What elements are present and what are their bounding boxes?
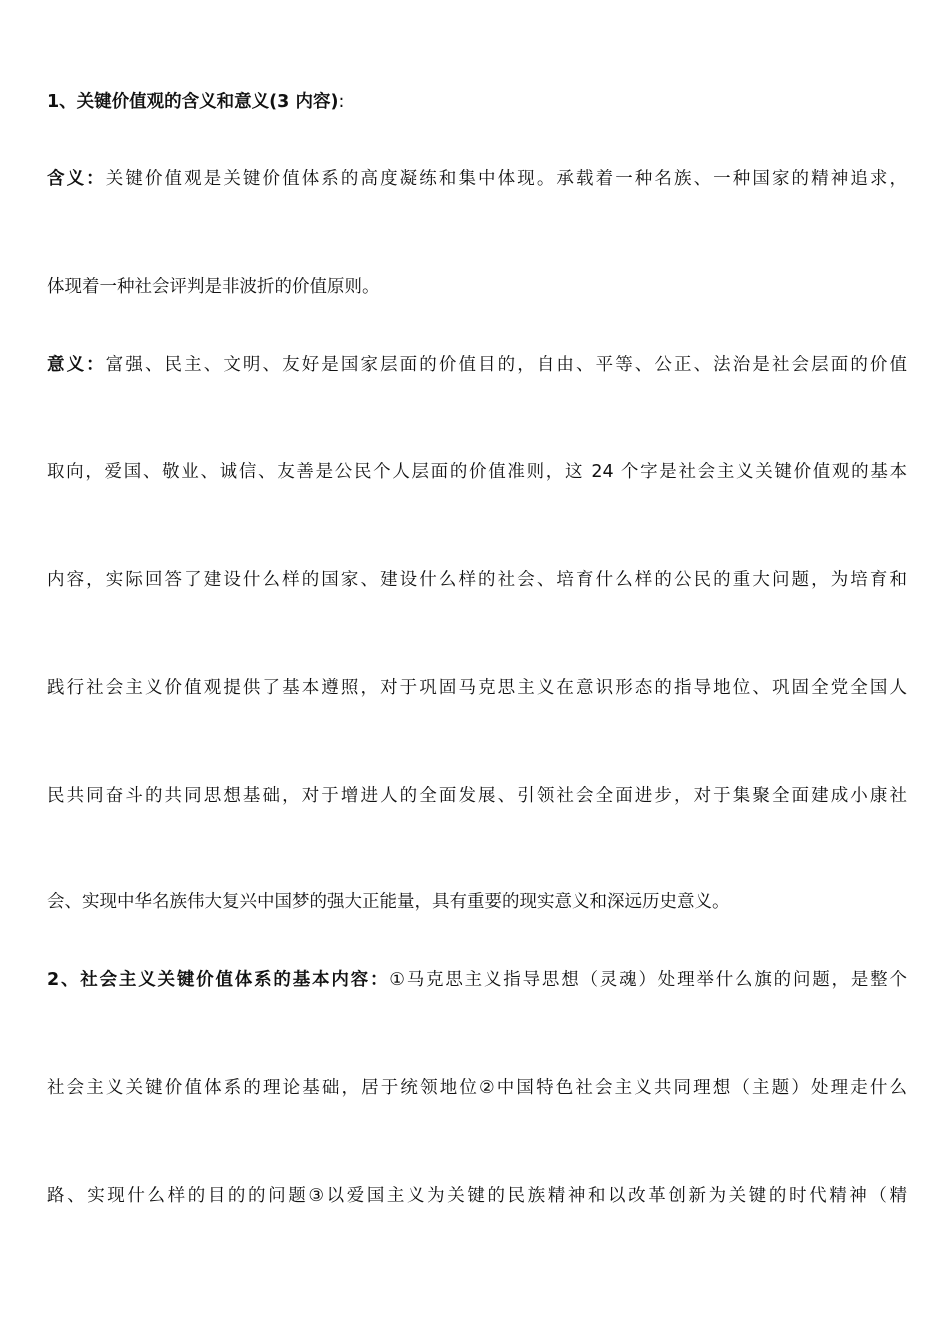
meaning-paragraph-line-2: [47, 275, 907, 299]
heading-2-text-2: 社会主义关键价值体系的理论基础，居于统领地位②中国特色社会主义共同理想（主题）处理走什么: [47, 1078, 907, 1098]
heading-2-line-1: [47, 968, 907, 992]
significance-paragraph-line-6: [47, 890, 907, 914]
heading-2-line-3: [47, 1184, 907, 1208]
significance-paragraph-line-1: [47, 353, 907, 377]
significance-text-3: 内容，实际回答了建设什么样的国家、建设什么样的社会、培育什么样的公民的重大问题，为培育和: [47, 570, 907, 590]
significance-paragraph-line-3: [47, 568, 907, 592]
heading-1-text: 1、关键价值观的含义和意义(3 内容): [47, 92, 339, 112]
significance-text-4: 践行社会主义价值观提供了基本遵照，对于巩固马克思主义在意识形态的指导地位、巩固全党全国人: [47, 678, 907, 698]
significance-text-2: 取向，爱国、敬业、诚信、友善是公民个人层面的价值准则，这 24 个字是社会主义关键价值观的基本: [47, 462, 907, 482]
heading-1: [47, 90, 907, 114]
meaning-text-1: 关键价值观是关键价值体系的高度凝练和集中体现。承载着一种名族、一种国家的精神追求，: [105, 169, 907, 189]
significance-paragraph-line-5: [47, 784, 907, 808]
significance-label: 意义：: [47, 355, 106, 375]
meaning-label: 含义：: [47, 169, 106, 189]
significance-text-5: 民共同奋斗的共同思想基础，对于增进人的全面发展、引领社会全面进步，对于集聚全面建成小康社: [47, 786, 907, 806]
significance-text-1: 富强、民主、文明、友好是国家层面的价值目的，自由、平等、公正、法治是社会层面的价值: [105, 355, 907, 375]
heading-1-colon: :: [338, 92, 345, 112]
heading-2-text-1: ①马克思主义指导思想（灵魂）处理举什么旗的问题，是整个: [389, 970, 907, 990]
significance-paragraph-line-2: [47, 460, 907, 484]
meaning-paragraph-line-1: [47, 167, 907, 191]
significance-paragraph-line-4: [47, 676, 907, 700]
significance-text-6: 会、实现中华名族伟大复兴中国梦的强大正能量，具有重要的现实意义和深远历史意义。: [47, 892, 730, 912]
heading-2-line-2: [47, 1076, 907, 1100]
heading-2-text-3: 路、实现什么样的目的的问题③以爱国主义为关键的民族精神和以改革创新为关键的时代精神（精: [47, 1186, 907, 1206]
heading-2-label: 2、社会主义关键价值体系的基本内容：: [47, 970, 390, 990]
meaning-text-2: 体现着一种社会评判是非波折的价值原则。: [47, 277, 380, 297]
